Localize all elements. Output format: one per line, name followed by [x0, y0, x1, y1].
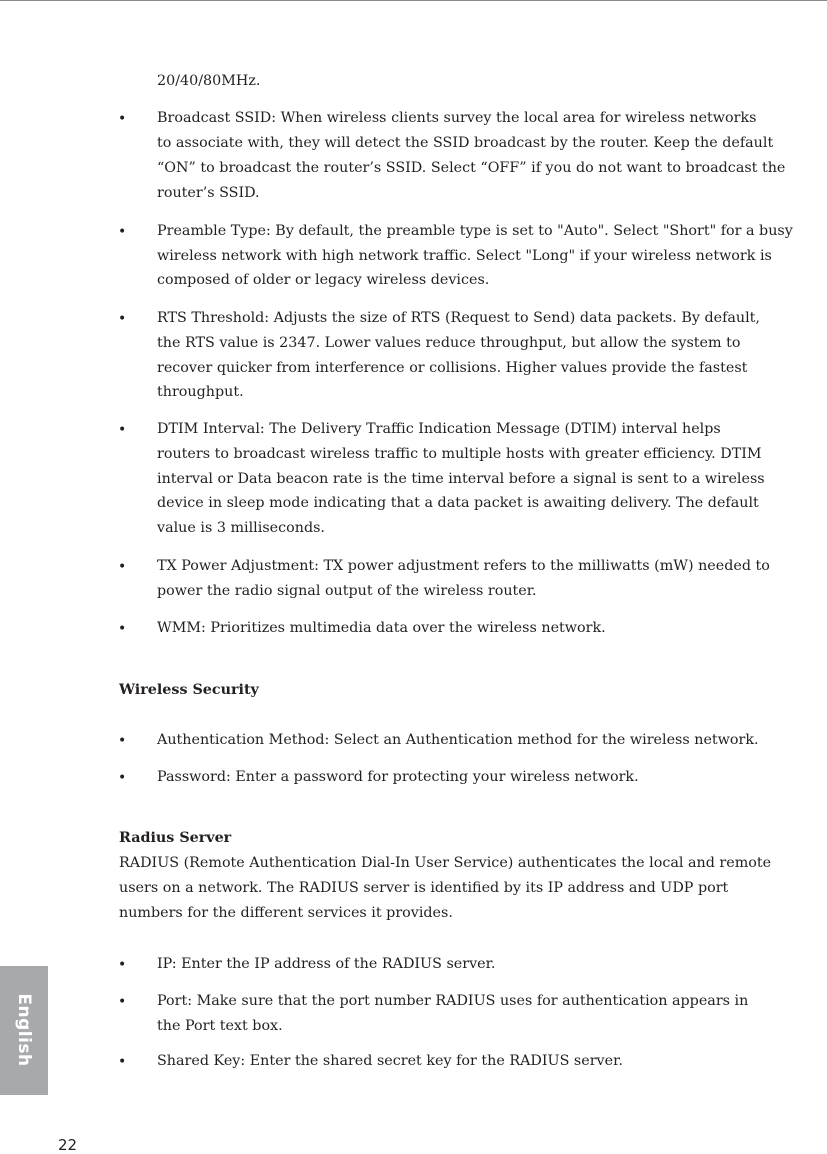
item-line: Broadcast SSID: When wireless clients survey the local area for wireless networks [157, 110, 757, 126]
item-line: routers to broadcast wireless traffic to multiple hosts with greater efficiency. DTIM [157, 446, 762, 462]
item-line: interval or Data beacon rate is the time interval before a signal is sent to a wireless [157, 471, 765, 487]
language-side-tab [0, 966, 48, 1095]
item-line: wireless network with high network traffic. Select "Long" if your wireless network is [157, 248, 772, 264]
bullet-marker: • [118, 422, 127, 438]
section-heading-wireless-security: Wireless Security [119, 682, 259, 698]
page-number: 22 [58, 1136, 78, 1154]
item-line: value is 3 milliseconds. [157, 520, 325, 536]
item-line: composed of older or legacy wireless devices. [157, 272, 490, 288]
bullet-marker: • [118, 224, 127, 240]
bullet-marker: • [118, 1054, 127, 1070]
section-heading-radius-server: Radius Server [119, 830, 232, 846]
bullet-marker: • [118, 770, 127, 786]
bullet-marker: • [118, 311, 127, 327]
item-line: WMM: Prioritizes multimedia data over the wireless network. [157, 620, 606, 636]
item-line: to associate with, they will detect the SSID broadcast by the router. Keep the default [157, 135, 774, 151]
item-line: TX Power Adjustment: TX power adjustment refers to the milliwatts (mW) needed to [157, 558, 770, 574]
bullet-marker: • [118, 111, 127, 127]
continued-line: 20/40/80MHz. [157, 73, 261, 89]
paragraph-line: RADIUS (Remote Authentication Dial-In User Service) authenticates the local and remote [119, 855, 772, 871]
item-line: Preamble Type: By default, the preamble type is set to "Auto". Select "Short" for a busy [157, 223, 793, 239]
item-line: Authentication Method: Select an Authentication method for the wireless network. [157, 732, 759, 748]
bullet-marker: • [118, 957, 127, 973]
item-line: recover quicker from interference or collisions. Higher values provide the fastest [157, 360, 748, 376]
paragraph-line: users on a network. The RADIUS server is identified by its IP address and UDP port [119, 880, 729, 896]
item-line: device in sleep mode indicating that a data packet is awaiting delivery. The default [157, 495, 759, 511]
language-tab-label: English [14, 993, 34, 1067]
top-rule [0, 0, 827, 1]
item-line: the RTS value is 2347. Lower values reduce throughput, but allow the system to [157, 335, 741, 351]
bullet-marker: • [118, 994, 127, 1010]
item-line: Shared Key: Enter the shared secret key for the RADIUS server. [157, 1053, 623, 1069]
item-line: router’s SSID. [157, 185, 260, 201]
item-line: IP: Enter the IP address of the RADIUS server. [157, 956, 496, 972]
item-line: “ON” to broadcast the router’s SSID. Select “OFF” if you do not want to broadcast the [157, 160, 786, 176]
item-line: power the radio signal output of the wireless router. [157, 583, 537, 599]
item-line: Password: Enter a password for protecting your wireless network. [157, 769, 639, 785]
item-line: the Port text box. [157, 1018, 283, 1034]
paragraph-line: numbers for the different services it provides. [119, 905, 453, 921]
bullet-marker: • [118, 733, 127, 749]
item-line: RTS Threshold: Adjusts the size of RTS (Request to Send) data packets. By default, [157, 310, 760, 326]
item-line: Port: Make sure that the port number RADIUS uses for authentication appears in [157, 993, 749, 1009]
item-line: throughput. [157, 384, 244, 400]
item-line: DTIM Interval: The Delivery Traffic Indication Message (DTIM) interval helps [157, 421, 721, 437]
bullet-marker: • [118, 559, 127, 575]
bullet-marker: • [118, 621, 127, 637]
